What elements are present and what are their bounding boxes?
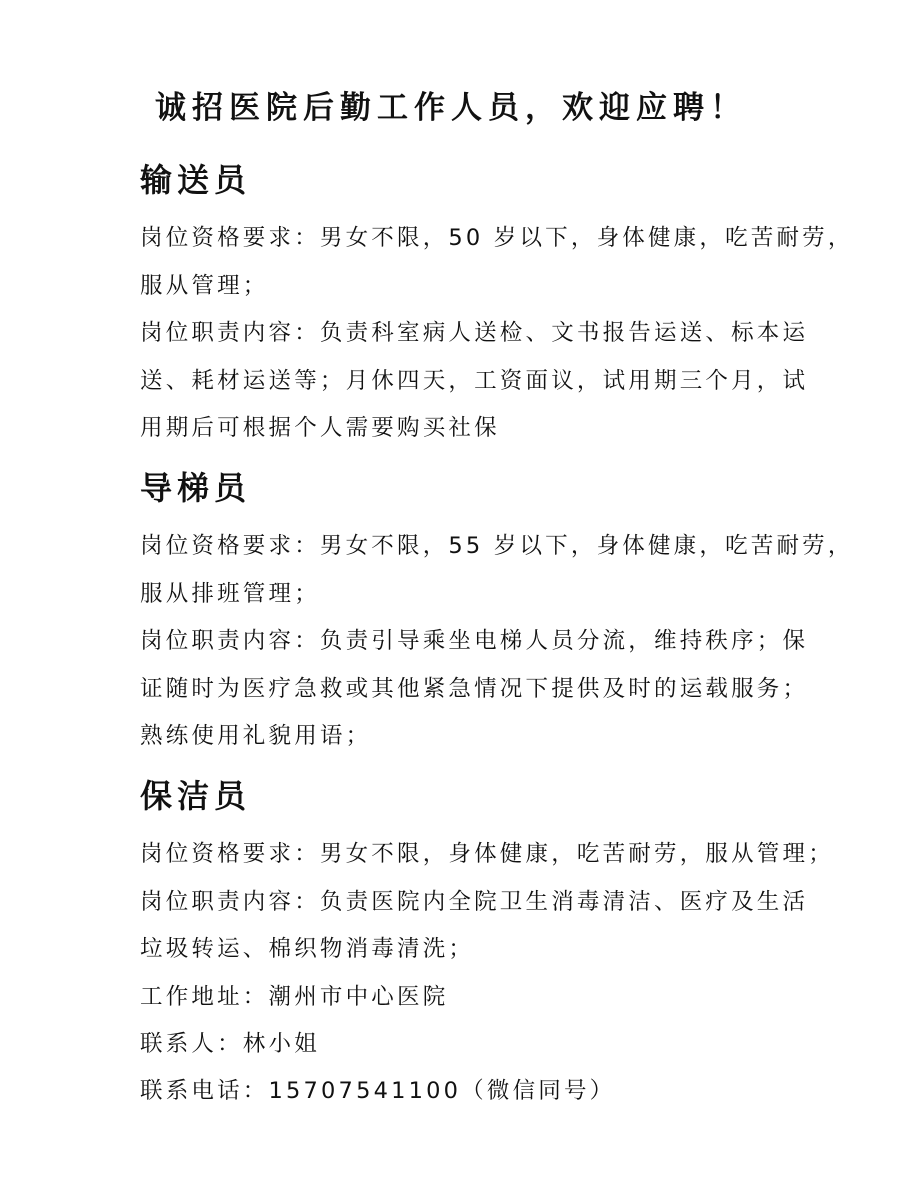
text-line: 岗位职责内容：负责医院内全院卫生消毒清洁、医疗及生活 [140, 888, 809, 915]
duty-text [140, 879, 809, 974]
text-line: 服从管理； [140, 272, 269, 299]
text-line: 岗位资格要求：男女不限，55 岁以下，身体健康，吃苦耐劳， [140, 533, 854, 559]
page-title: 诚招医院后勤工作人员，欢迎应聘！ [155, 90, 747, 126]
text-line: 证随时为医疗急救或其他紧急情况下提供及时的运载服务； [140, 675, 809, 702]
text-line: 垃圾转运、棉织物消毒清洗； [140, 936, 475, 962]
requirement-text [140, 523, 854, 618]
section-elevator-guide [140, 465, 854, 761]
section-heading: 保洁员 [140, 777, 252, 815]
duty-text [140, 310, 809, 453]
text-line: 岗位资格要求：男女不限，身体健康，吃苦耐劳，服从管理； [140, 841, 834, 867]
text-line: 熟练使用礼貌用语； [140, 723, 372, 749]
duty-text [140, 618, 809, 761]
text-line: 用期后可根据个人需要购买社保 [140, 415, 500, 441]
work-address: 工作地址：潮州市中心医院 [140, 984, 449, 1010]
section-heading: 导梯员 [140, 469, 252, 507]
text-line: 岗位职责内容：负责科室病人送检、文书报告运送、标本运 [140, 320, 809, 346]
text-line: 岗位资格要求：男女不限，50 岁以下，身体健康，吃苦耐劳， [140, 225, 854, 251]
section-cleaner [140, 773, 834, 974]
text-line: 岗位职责内容：负责引导乘坐电梯人员分流，维持秩序；保 [140, 628, 809, 654]
requirement-text [140, 215, 854, 310]
contact-person: 联系人：林小姐 [140, 1031, 320, 1057]
text-line: 送、耗材运送等；月休四天，工资面议，试用期三个月，试 [140, 367, 809, 394]
section-transporter [140, 157, 854, 453]
contact-phone: 联系电话：15707541100（微信同号） [140, 1078, 616, 1104]
requirement-text [140, 831, 834, 879]
section-heading: 输送员 [140, 161, 252, 199]
text-line: 服从排班管理； [140, 580, 320, 607]
